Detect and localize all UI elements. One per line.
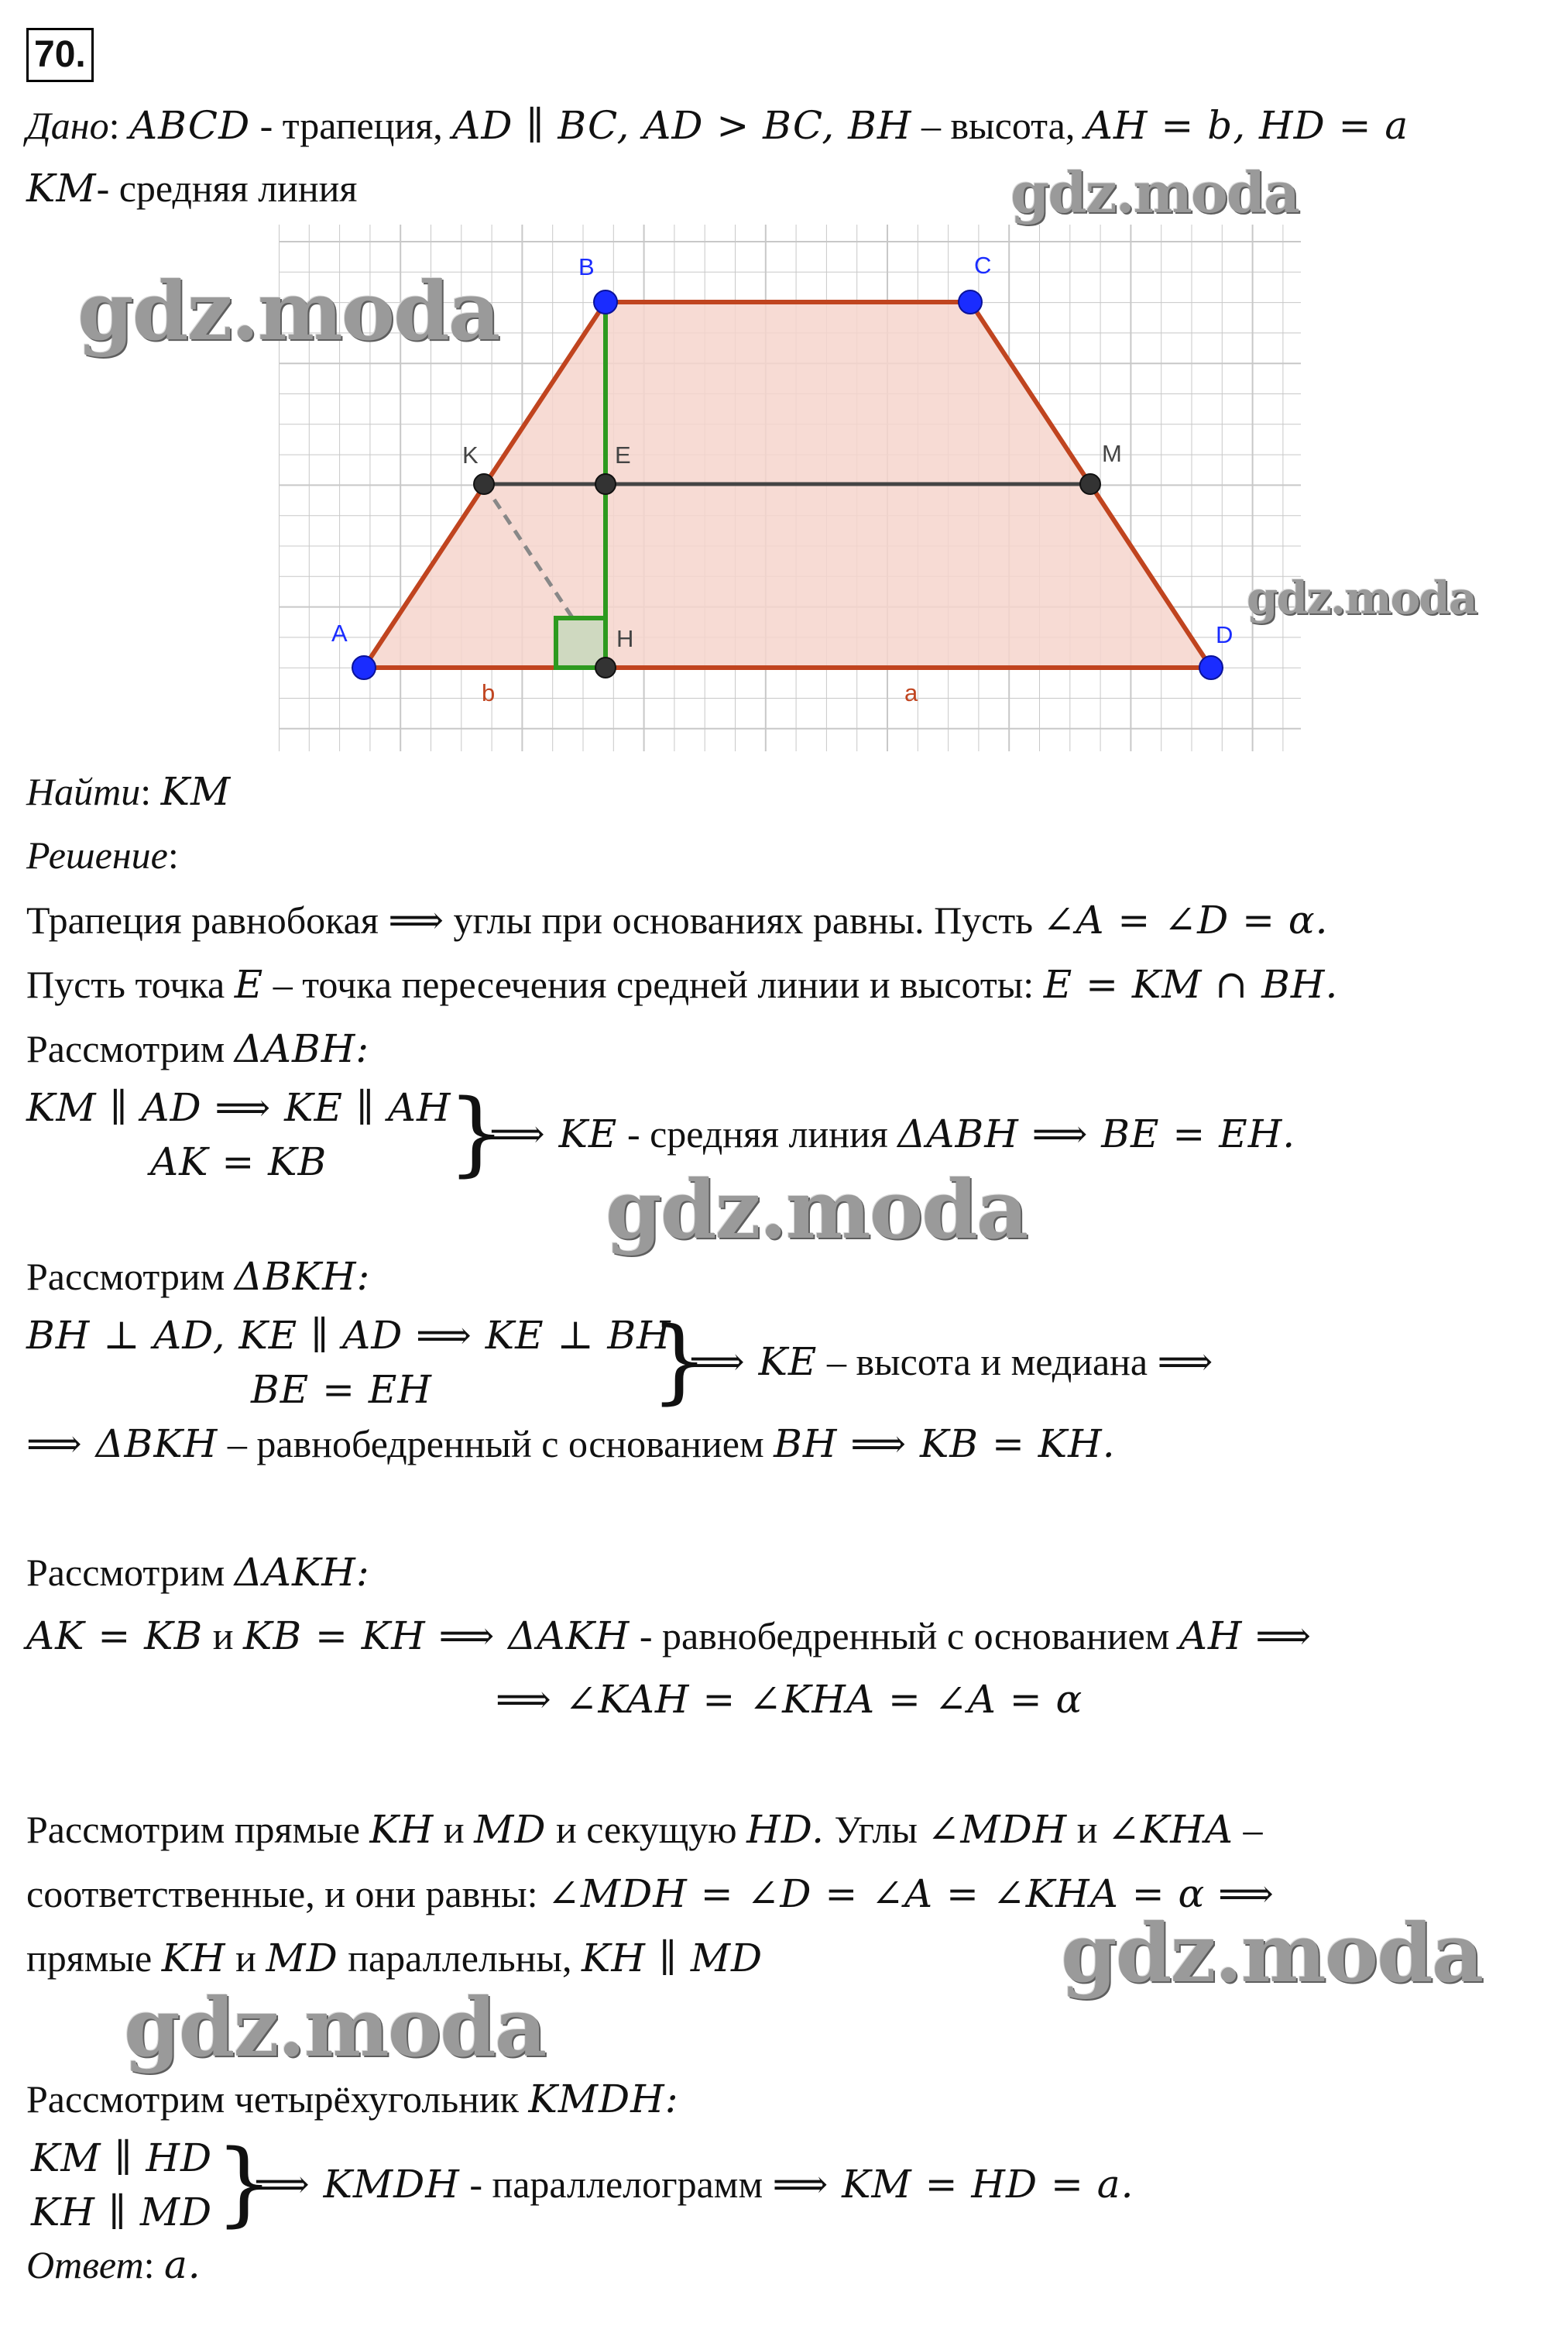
point-b <box>594 290 617 314</box>
system2-line1: BH ⊥ AD, KE ∥ AD ⟹ KE ⊥ BH <box>26 1313 671 1358</box>
label-e: E <box>615 441 631 469</box>
bkh-conclusion: ⟹ ΔBKH – равнобедренный с основанием BH ⟹ KB = KH. <box>26 1421 1116 1466</box>
point-k <box>474 474 494 494</box>
label-segment-b: b <box>482 679 496 706</box>
watermark: gdz.moda <box>1010 160 1299 225</box>
solution-line-1: Трапеция равнобокая ⟹ углы при основаниях равны. Пусть ∠A = ∠D = α. <box>26 898 1329 943</box>
answer-line: Ответ: a. <box>26 2242 201 2287</box>
system1-brace: } <box>448 1079 506 1186</box>
watermark: gdz.moda <box>1061 1905 1483 2001</box>
point-c <box>959 290 982 314</box>
point-e <box>595 474 616 494</box>
akh-line-2: ⟹ ∠KAH = ∠KHA = ∠A = α <box>496 1677 1083 1722</box>
solution-line-2: Пусть точка E – точка пересечения средней линии и высоты: E = KM ∩ BH. <box>26 962 1339 1007</box>
parallel-line-1: Рассмотрим прямые KH и MD и секущую HD. Углы ∠MDH и ∠KHA – <box>26 1807 1263 1852</box>
label-b: B <box>578 253 595 280</box>
system1-result: ⟹ KE - средняя линия ΔABH ⟹ BE = EH. <box>489 1111 1296 1156</box>
consider-abh: Рассмотрим ΔABH: <box>26 1026 370 1071</box>
point-d <box>1199 656 1223 679</box>
parallel-line-3: прямые KH и MD параллельны, KH ∥ MD <box>26 1936 763 1980</box>
consider-bkh: Рассмотрим ΔBKH: <box>26 1254 371 1299</box>
system2-brace: } <box>650 1307 709 1414</box>
solution-label: Решение: <box>26 833 179 877</box>
akh-line-1: AK = KB и KB = KH ⟹ ΔAKH - равнобедренный с основанием AH ⟹ <box>26 1613 1312 1658</box>
label-k: K <box>462 441 479 469</box>
watermark: gdz.moda <box>124 1980 546 2075</box>
label-m: M <box>1102 440 1122 467</box>
problem-number: 70. <box>26 28 94 82</box>
parallel-line-2: соответственные, и они равны: ∠MDH = ∠D = ∠A = ∠KHA = α ⟹ <box>26 1871 1275 1916</box>
point-a <box>352 656 376 679</box>
label-segment-a: a <box>904 679 918 706</box>
system1-line1: KM ∥ AD ⟹ KE ∥ AH <box>26 1085 451 1130</box>
label-c: C <box>974 252 992 279</box>
system3-result: ⟹ KMDH - параллелограмм ⟹ KM = HD = a. <box>254 2162 1134 2207</box>
given-line-2: KM- средняя линия <box>26 166 358 211</box>
consider-akh: Рассмотрим ΔAKH: <box>26 1550 370 1595</box>
system3-brace: } <box>215 2129 274 2236</box>
point-h <box>595 658 616 678</box>
point-m <box>1080 474 1100 494</box>
consider-kmdh: Рассмотрим четырёхугольник KMDH: <box>26 2077 679 2121</box>
label-d: D <box>1216 621 1233 648</box>
label-h: H <box>616 625 634 652</box>
watermark: gdz.moda <box>1247 572 1477 624</box>
watermark: gdz.moda <box>77 263 499 359</box>
given-line-1: Дано: ABCD - трапеция, AD ∥ BC, AD > BC, BH – высота, AH = b, HD = a <box>26 103 1409 148</box>
given-label: Дано <box>26 104 109 147</box>
label-a: A <box>331 620 348 647</box>
find-line: Найти: KM <box>26 769 232 814</box>
system3-line2: KH ∥ MD <box>31 2190 213 2235</box>
system3-line1: KM ∥ HD <box>31 2135 213 2180</box>
system1-line2: AK = KB <box>150 1139 328 1184</box>
watermark: gdz.moda <box>606 1162 1028 1257</box>
system2-result: ⟹ KE – высота и медиана ⟹ <box>689 1339 1213 1384</box>
system2-line2: BE = EH <box>251 1367 433 1412</box>
